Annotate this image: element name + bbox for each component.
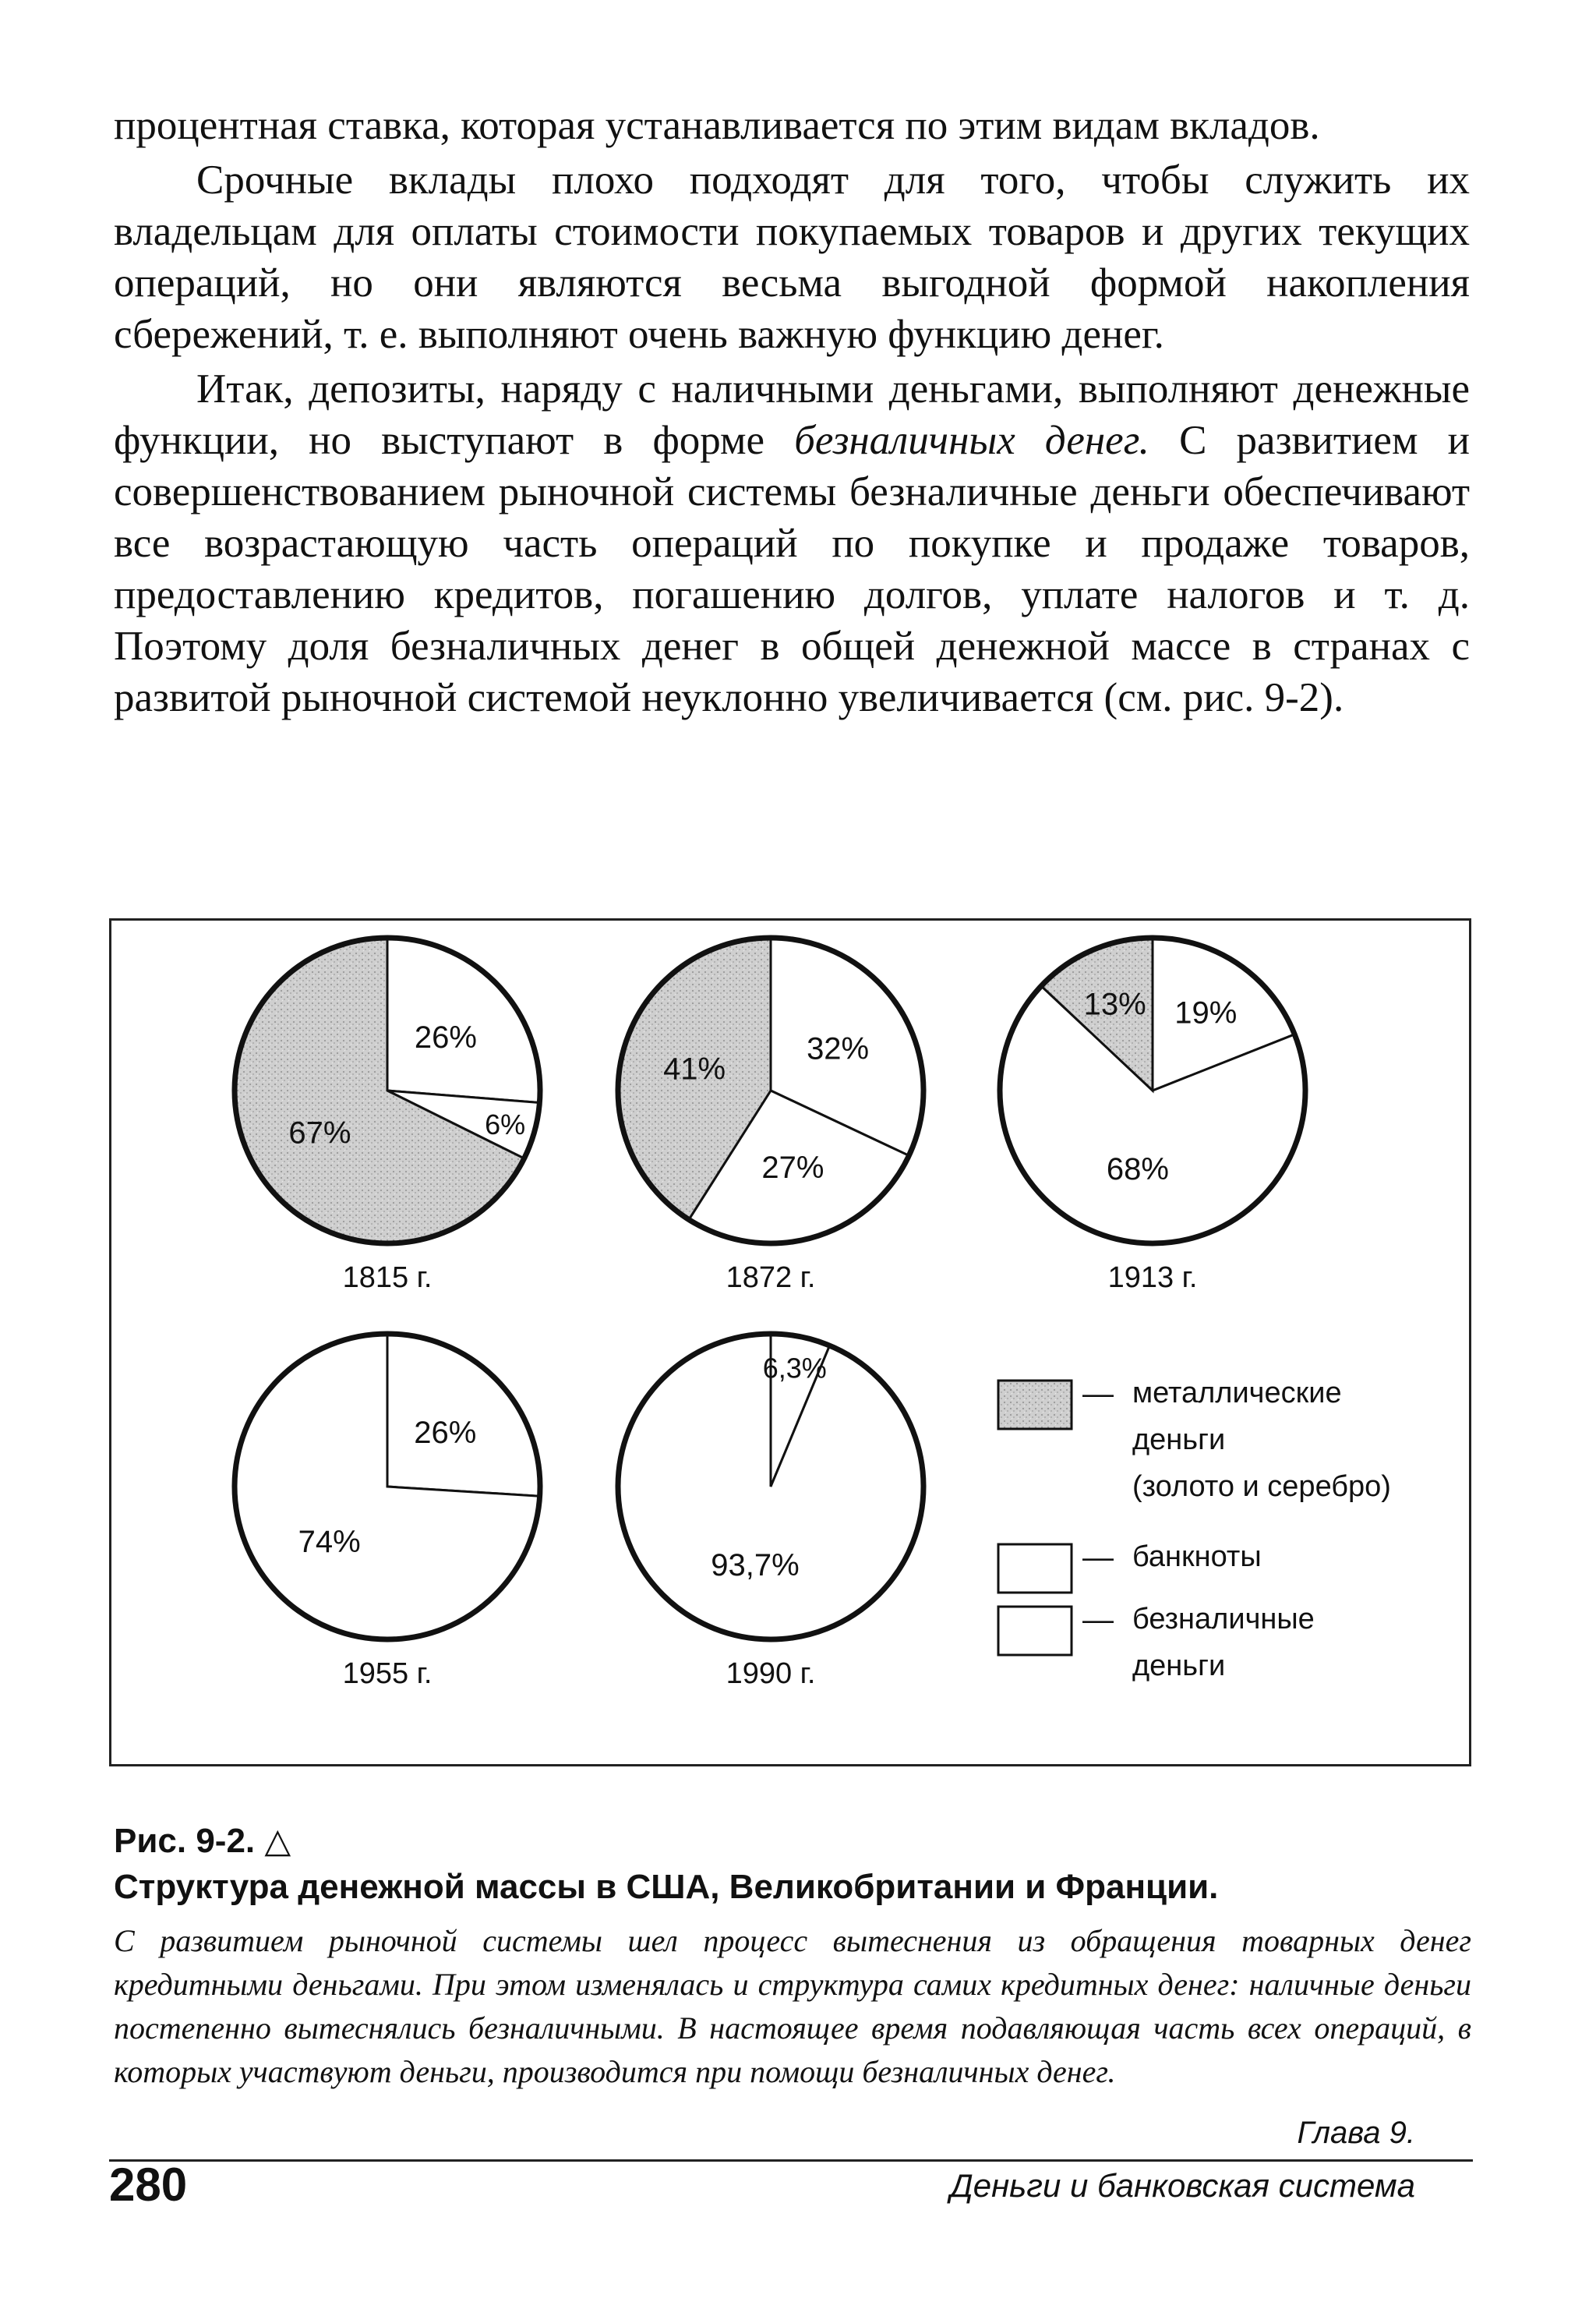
pie-slice-label: 32% <box>807 1031 870 1066</box>
pie-chart <box>235 1334 540 1690</box>
pie-slice-label: 74% <box>298 1524 361 1559</box>
pie-slice-label: 6,3% <box>762 1352 827 1384</box>
term-cashless-money: безналичных денег. <box>794 418 1149 463</box>
figure-frame <box>109 918 1471 1766</box>
money-structure-chart <box>111 921 1469 1764</box>
pie-year-label: 1955 г. <box>342 1657 433 1690</box>
legend-dash: — <box>1082 1603 1114 1637</box>
pie-year-label: 1872 г. <box>726 1261 816 1294</box>
legend-label: деньги <box>1132 1650 1226 1682</box>
paragraph-2: Срочные вклады плохо подходят для того, чтобы служить их владельцам для оплаты стоимости покупаемых товаров и других текущих операций, но они являются весьма выгодной формой накопления сбережений, т. е. выполняют очень важную функцию денег. <box>114 157 1470 357</box>
footer-divider <box>109 2159 1473 2162</box>
legend-item <box>998 1540 1262 1593</box>
legend-label: банкноты <box>1132 1540 1262 1573</box>
paragraph-3-end: С развитием и совершенствованием рыночной системы безналичные деньги обеспечивают все возрастающую часть операций по покупке и продаже товаров, предоставлению кредитов, погашению долгов, уплате налогов и т. д. Поэтому доля безналичных денег в общей денежной массе в странах с развитой рыночной системой неуклонно увеличивается (см. рис. 9-2). <box>114 418 1470 720</box>
legend-swatch <box>998 1607 1072 1655</box>
figure-title: Структура денежной массы в США, Великобритании и Франции. <box>114 1868 1219 1906</box>
pie-slice-label: 26% <box>414 1020 477 1055</box>
page-number: 280 <box>109 2159 188 2211</box>
pie-slice-label: 6% <box>485 1108 526 1140</box>
pie-slice <box>387 1334 540 1496</box>
figure-triangle-icon: △ <box>264 1822 291 1860</box>
body-text <box>114 100 1470 723</box>
pie-year-label: 1913 г. <box>1107 1261 1198 1294</box>
legend-dash: — <box>1082 1377 1114 1411</box>
legend-label: металлические <box>1132 1377 1342 1409</box>
figure-label: Рис. 9-2. △ <box>114 1822 291 1860</box>
pie-chart <box>618 1334 923 1690</box>
pie-year-label: 1990 г. <box>726 1657 816 1690</box>
legend-label: деньги <box>1132 1423 1226 1456</box>
pie-year-label: 1815 г. <box>342 1261 433 1294</box>
pie-slice-label: 93,7% <box>711 1547 800 1582</box>
pie-slice-label: 19% <box>1174 995 1238 1031</box>
pie-chart <box>618 938 923 1294</box>
legend-swatch <box>998 1544 1072 1593</box>
legend-item <box>998 1377 1391 1503</box>
pie-slice-label: 13% <box>1083 987 1146 1022</box>
pie-slice-label: 68% <box>1106 1152 1169 1187</box>
paragraph-3-start: Итак, депозиты, наряду с наличными деньгами, выполняют денежные функции, но выступают в форме <box>114 366 1470 463</box>
pie-chart <box>235 938 540 1294</box>
pie-chart <box>1000 938 1305 1294</box>
figure-caption: С развитием рыночной системы шел процесс вытеснения из обращения товарных денег кредитными деньгами. При этом изменялась и структура самих кредитных денег: наличные деньги постепенно вытеснялись безналичными. В настоящее время подавляющая часть всех операций, в которых участвуют деньги, производится при помощи безналичных денег. <box>114 1923 1471 2089</box>
paragraph-1: процентная ставка, которая устанавливается по этим видам вкладов. <box>114 103 1320 148</box>
paragraph-3 <box>114 363 1470 723</box>
legend-item <box>998 1603 1315 1682</box>
footer-title: Деньги и банковская система <box>950 2167 1415 2204</box>
pie-slice-label: 26% <box>414 1416 477 1451</box>
legend-swatch <box>998 1381 1072 1429</box>
pie-slice-label: 27% <box>761 1150 824 1185</box>
pie-slice-label: 67% <box>288 1116 351 1151</box>
legend-label: (золото и серебро) <box>1132 1470 1391 1503</box>
pie-slice-label: 41% <box>663 1052 726 1087</box>
legend-label: безналичные <box>1132 1603 1315 1635</box>
footer-chapter: Глава 9. <box>1297 2116 1415 2150</box>
legend-dash: — <box>1082 1540 1114 1575</box>
